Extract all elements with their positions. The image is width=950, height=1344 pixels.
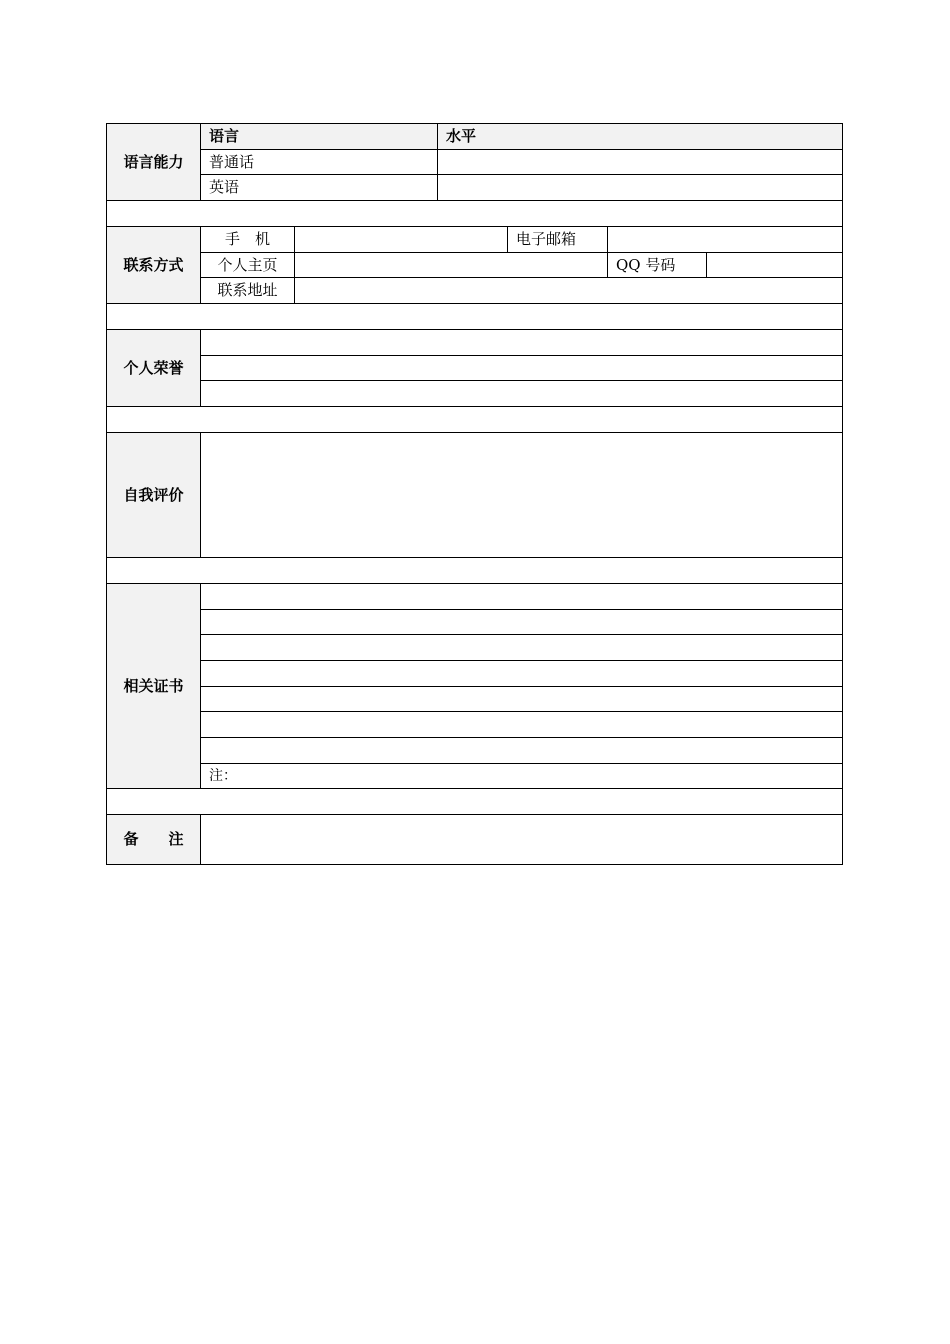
cert-row[interactable] [200, 634, 843, 661]
cert-row[interactable] [200, 609, 843, 635]
section-spacer [106, 303, 843, 330]
honor-row[interactable] [200, 380, 843, 407]
email-field[interactable] [607, 226, 843, 253]
self-eval-section-label: 自我评价 [106, 432, 201, 558]
section-spacer [106, 557, 843, 584]
remarks-field[interactable] [200, 814, 843, 865]
language-name-mandarin: 普通话 [200, 149, 438, 175]
contact-section-label: 联系方式 [106, 226, 201, 304]
honor-row[interactable] [200, 329, 843, 356]
section-spacer [106, 200, 843, 227]
cert-row[interactable] [200, 737, 843, 764]
cert-row[interactable] [200, 686, 843, 712]
language-level-mandarin-field[interactable] [437, 149, 843, 175]
certs-section-label: 相关证书 [106, 583, 201, 789]
cert-row[interactable] [200, 711, 843, 738]
level-column-header: 水平 [437, 123, 843, 150]
cert-row[interactable] [200, 583, 843, 610]
phone-field[interactable] [294, 226, 508, 253]
homepage-field[interactable] [294, 252, 608, 278]
phone-label: 手 机 [200, 226, 295, 253]
resume-form-table [107, 124, 844, 866]
homepage-label: 个人主页 [200, 252, 295, 278]
language-level-english-field[interactable] [437, 174, 843, 201]
cert-note: 注： [200, 763, 843, 789]
honors-section-label: 个人荣誉 [106, 329, 201, 407]
address-label: 联系地址 [200, 277, 295, 304]
cert-row[interactable] [200, 660, 843, 687]
language-section-label: 语言能力 [106, 123, 201, 201]
language-column-header: 语言 [200, 123, 438, 150]
address-field[interactable] [294, 277, 843, 304]
remarks-section-label: 备 注 [106, 814, 201, 865]
section-spacer [106, 788, 843, 815]
self-eval-field[interactable] [200, 432, 843, 558]
section-spacer [106, 406, 843, 433]
honor-row[interactable] [200, 355, 843, 381]
qq-field[interactable] [706, 252, 843, 278]
language-name-english: 英语 [200, 174, 438, 201]
qq-label: QQ 号码 [607, 252, 707, 278]
email-label: 电子邮箱 [507, 226, 608, 253]
